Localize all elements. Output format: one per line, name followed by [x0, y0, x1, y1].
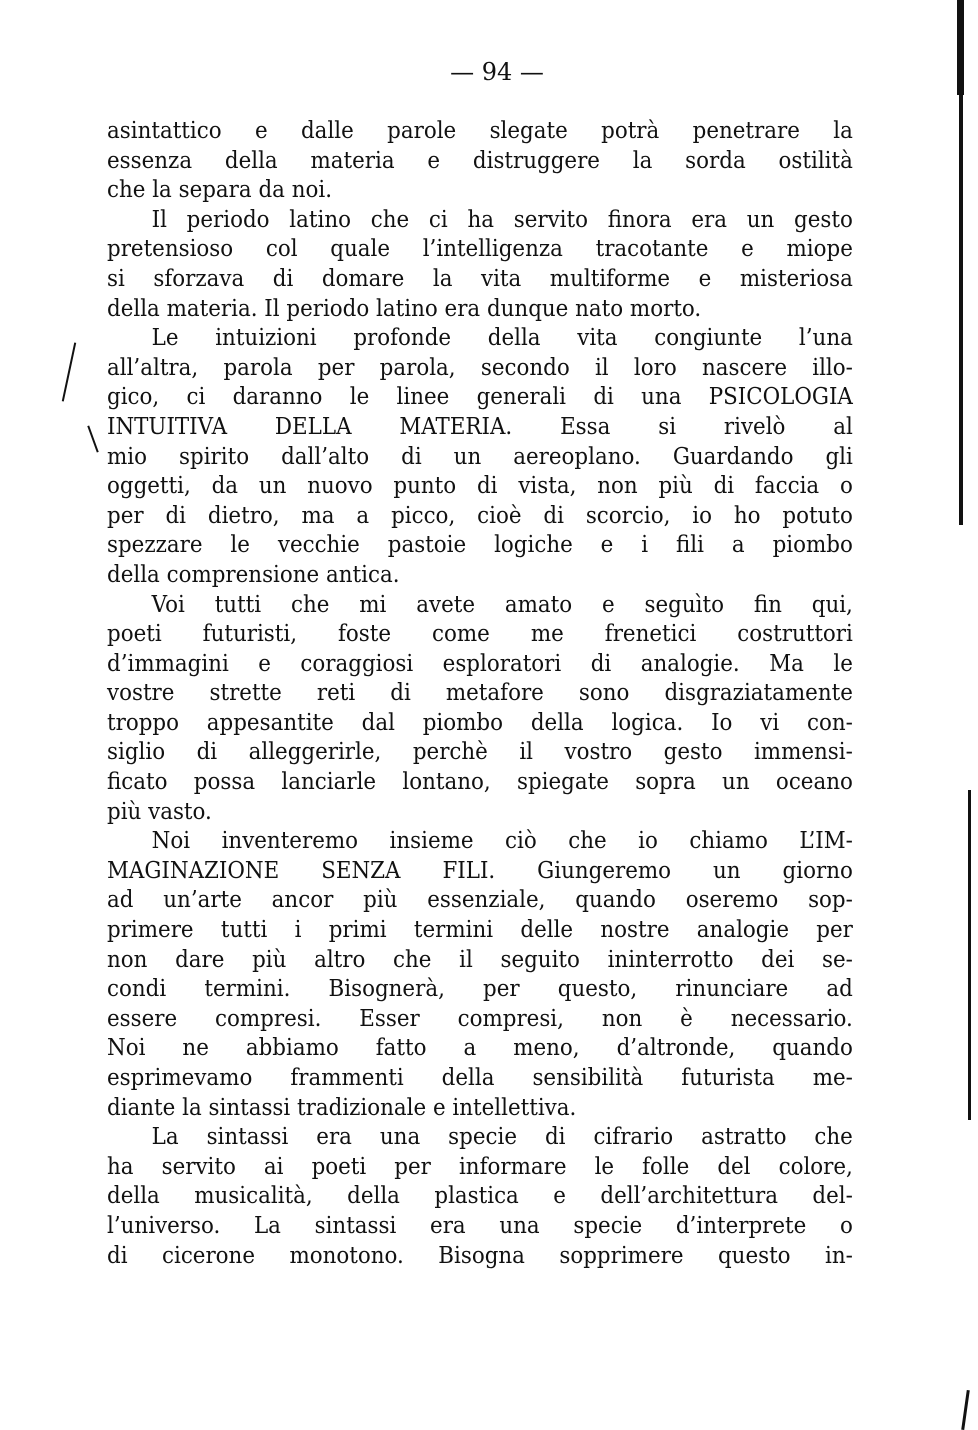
text-line: MAGINAZIONE SENZA FILI. Giungeremo un giorno [107, 857, 853, 884]
text-line: siglio di alleggerirle, perchè il vostro gesto immensi- [107, 739, 853, 766]
text-line: gico, ci daranno le linee generali di una PSICOLOGIA [107, 384, 853, 411]
text-line: Voi tutti che mi avete amato e seguìto fin qui, [151, 591, 853, 618]
text-line: asintattico e dalle parole slegate potrà penetrare la [107, 118, 853, 144]
text-line: oggetti, da un nuovo punto di vista, non più di faccia o [107, 473, 853, 500]
text-line: più vasto. [107, 798, 212, 825]
text-line: Noi inventeremo insieme ciò che io chiamo L’IM- [151, 828, 853, 855]
text-line: Il periodo latino che ci ha servito finora era un gesto [151, 206, 853, 233]
text-line: troppo appesantite dal piombo della logica. Io vi con- [107, 709, 853, 736]
text-line: d’immagini e coraggiosi esploratori di analogie. Ma le [107, 650, 853, 677]
text-line: primere tutti i primi termini delle nostre analogie per [107, 917, 853, 944]
text-line: Le intuizioni profonde della vita congiunte l’una [151, 325, 853, 352]
text-line: della comprensione antica. [107, 561, 400, 588]
text-line: non dare più altro che il seguito ininterrotto dei se- [107, 946, 853, 973]
body-text [107, 117, 853, 1271]
text-line: l’universo. La sintassi era una specie d’interprete o [107, 1212, 853, 1239]
text-line: della materia. Il periodo latino era dunque nato morto. [107, 295, 702, 322]
scan-edge-mark [961, 1390, 970, 1430]
text-line: all’altra, parola per parola, secondo il loro nascere illo- [107, 354, 853, 381]
text-line: della musicalità, della plastica e dell’architettura del- [107, 1183, 853, 1210]
text-line: che la separa da noi. [107, 177, 333, 204]
text-line: per di dietro, ma a picco, cioè di scorcio, io ho potuto [107, 502, 853, 529]
text-line: vostre strette reti di metafore sono disgraziatamente [107, 680, 853, 707]
text-line: spezzare le vecchie pastoie logiche e i fili a piombo [107, 532, 853, 559]
text-line: ad un’arte ancor più essenziale, quando oseremo sop- [107, 887, 853, 914]
text-line: di cicerone monotono. Bisogna sopprimere questo in- [107, 1242, 853, 1269]
scan-edge-mark [959, 95, 963, 525]
text-line: poeti futuristi, foste come me frenetici costruttori [107, 621, 853, 648]
page-number [0, 58, 978, 86]
text-line: Noi ne abbiamo fatto a meno, d’altronde, quando [107, 1035, 853, 1062]
margin-pencil-mark [87, 426, 98, 453]
text-line: essenza della materia e distruggere la sorda ostilità [107, 147, 853, 174]
text-line: si sforzava di domare la vita multiforme e misteriosa [107, 265, 853, 292]
text-line: mio spirito dall’alto di un aereoplano. Guardando gli [107, 443, 853, 470]
page-number-text: — 94 — [450, 58, 544, 86]
scan-edge-mark [957, 0, 964, 95]
margin-pencil-mark [62, 342, 76, 401]
text-line: pretensioso col quale l’intelligenza tracotante e miope [107, 236, 853, 263]
text-line: ficato possa lanciarle lontano, spiegate sopra un oceano [107, 769, 853, 796]
text-line: La sintassi era una specie di cifrario astratto che [151, 1124, 853, 1151]
text-line: ha servito ai poeti per informare le folle del colore, [107, 1153, 853, 1180]
text-line: condi termini. Bisognerà, per questo, rinunciare ad [107, 976, 853, 1003]
scan-edge-mark [968, 790, 971, 1120]
text-line: esprimevamo frammenti della sensibilità futurista me- [107, 1065, 853, 1091]
text-line: diante la sintassi tradizionale e intellettiva. [107, 1094, 577, 1121]
text-line: essere compresi. Esser compresi, non è necessario. [107, 1005, 853, 1032]
text-line: INTUITIVA DELLA MATERIA. Essa si rivelò al [107, 413, 853, 440]
